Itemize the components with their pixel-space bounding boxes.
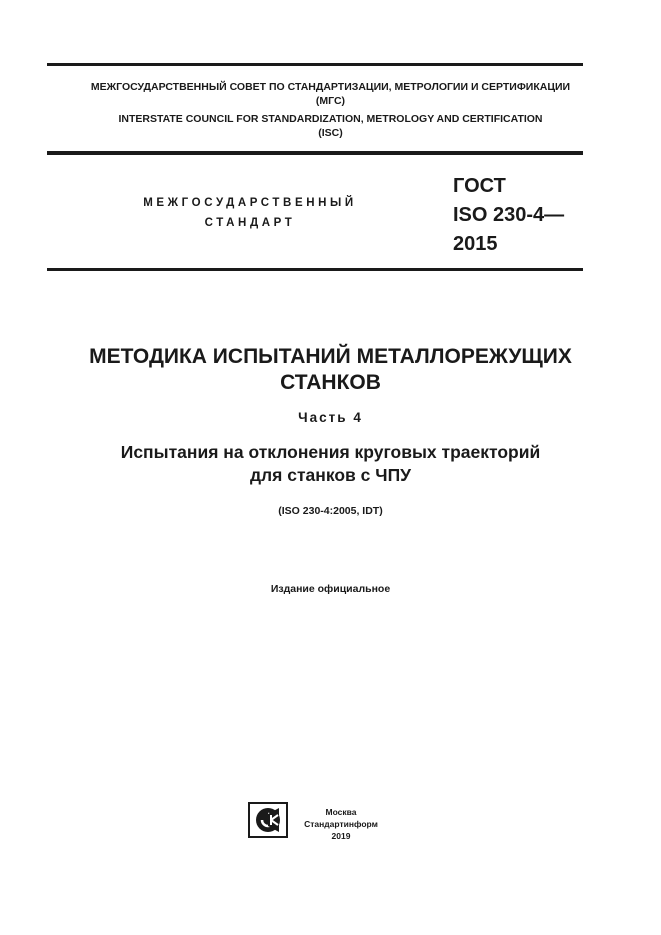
council-en-abbr: (ISC) <box>318 127 343 139</box>
document-part: Часть 4 <box>298 410 363 425</box>
document-subtitle-line2: для станков с ЧПУ <box>249 465 412 485</box>
document-reference: (ISO 230-4:2005, IDT) <box>278 505 383 517</box>
top-rule <box>47 63 583 66</box>
document-subtitle-line1: Испытания на отклонения круговых траекторий <box>120 442 541 462</box>
standard-type-line1: МЕЖГОСУДАРСТВЕННЫЙ <box>143 197 357 209</box>
document-title-line1: МЕТОДИКА ИСПЫТАНИЙ МЕТАЛЛОРЕЖУЩИХ <box>89 345 572 368</box>
document-title-line2: СТАНКОВ <box>280 371 381 394</box>
publisher-name: Стандартинформ <box>304 819 378 829</box>
standard-rule <box>47 268 583 271</box>
standard-type-line2: СТАНДАРТ <box>204 217 296 229</box>
document-edition: Издание официальное <box>270 583 391 595</box>
standartinform-logo-icon <box>248 802 288 838</box>
council-en: INTERSTATE COUNCIL FOR STANDARDIZATION, METROLOGY AND CERTIFICATION <box>118 113 543 125</box>
council-ru-abbr: (МГС) <box>315 95 346 107</box>
header-rule <box>47 151 583 155</box>
council-ru: МЕЖГОСУДАРСТВЕННЫЙ СОВЕТ ПО СТАНДАРТИЗАЦИИ, МЕТРОЛОГИИ И СЕРТИФИКАЦИИ <box>90 81 571 93</box>
publisher-city: Москва <box>325 807 357 817</box>
standard-code-line2: ISO 230-4— <box>453 204 565 226</box>
standard-code-line1: ГОСТ <box>453 175 506 197</box>
standard-code-line3: 2015 <box>453 233 498 255</box>
publisher-year: 2019 <box>331 831 351 841</box>
